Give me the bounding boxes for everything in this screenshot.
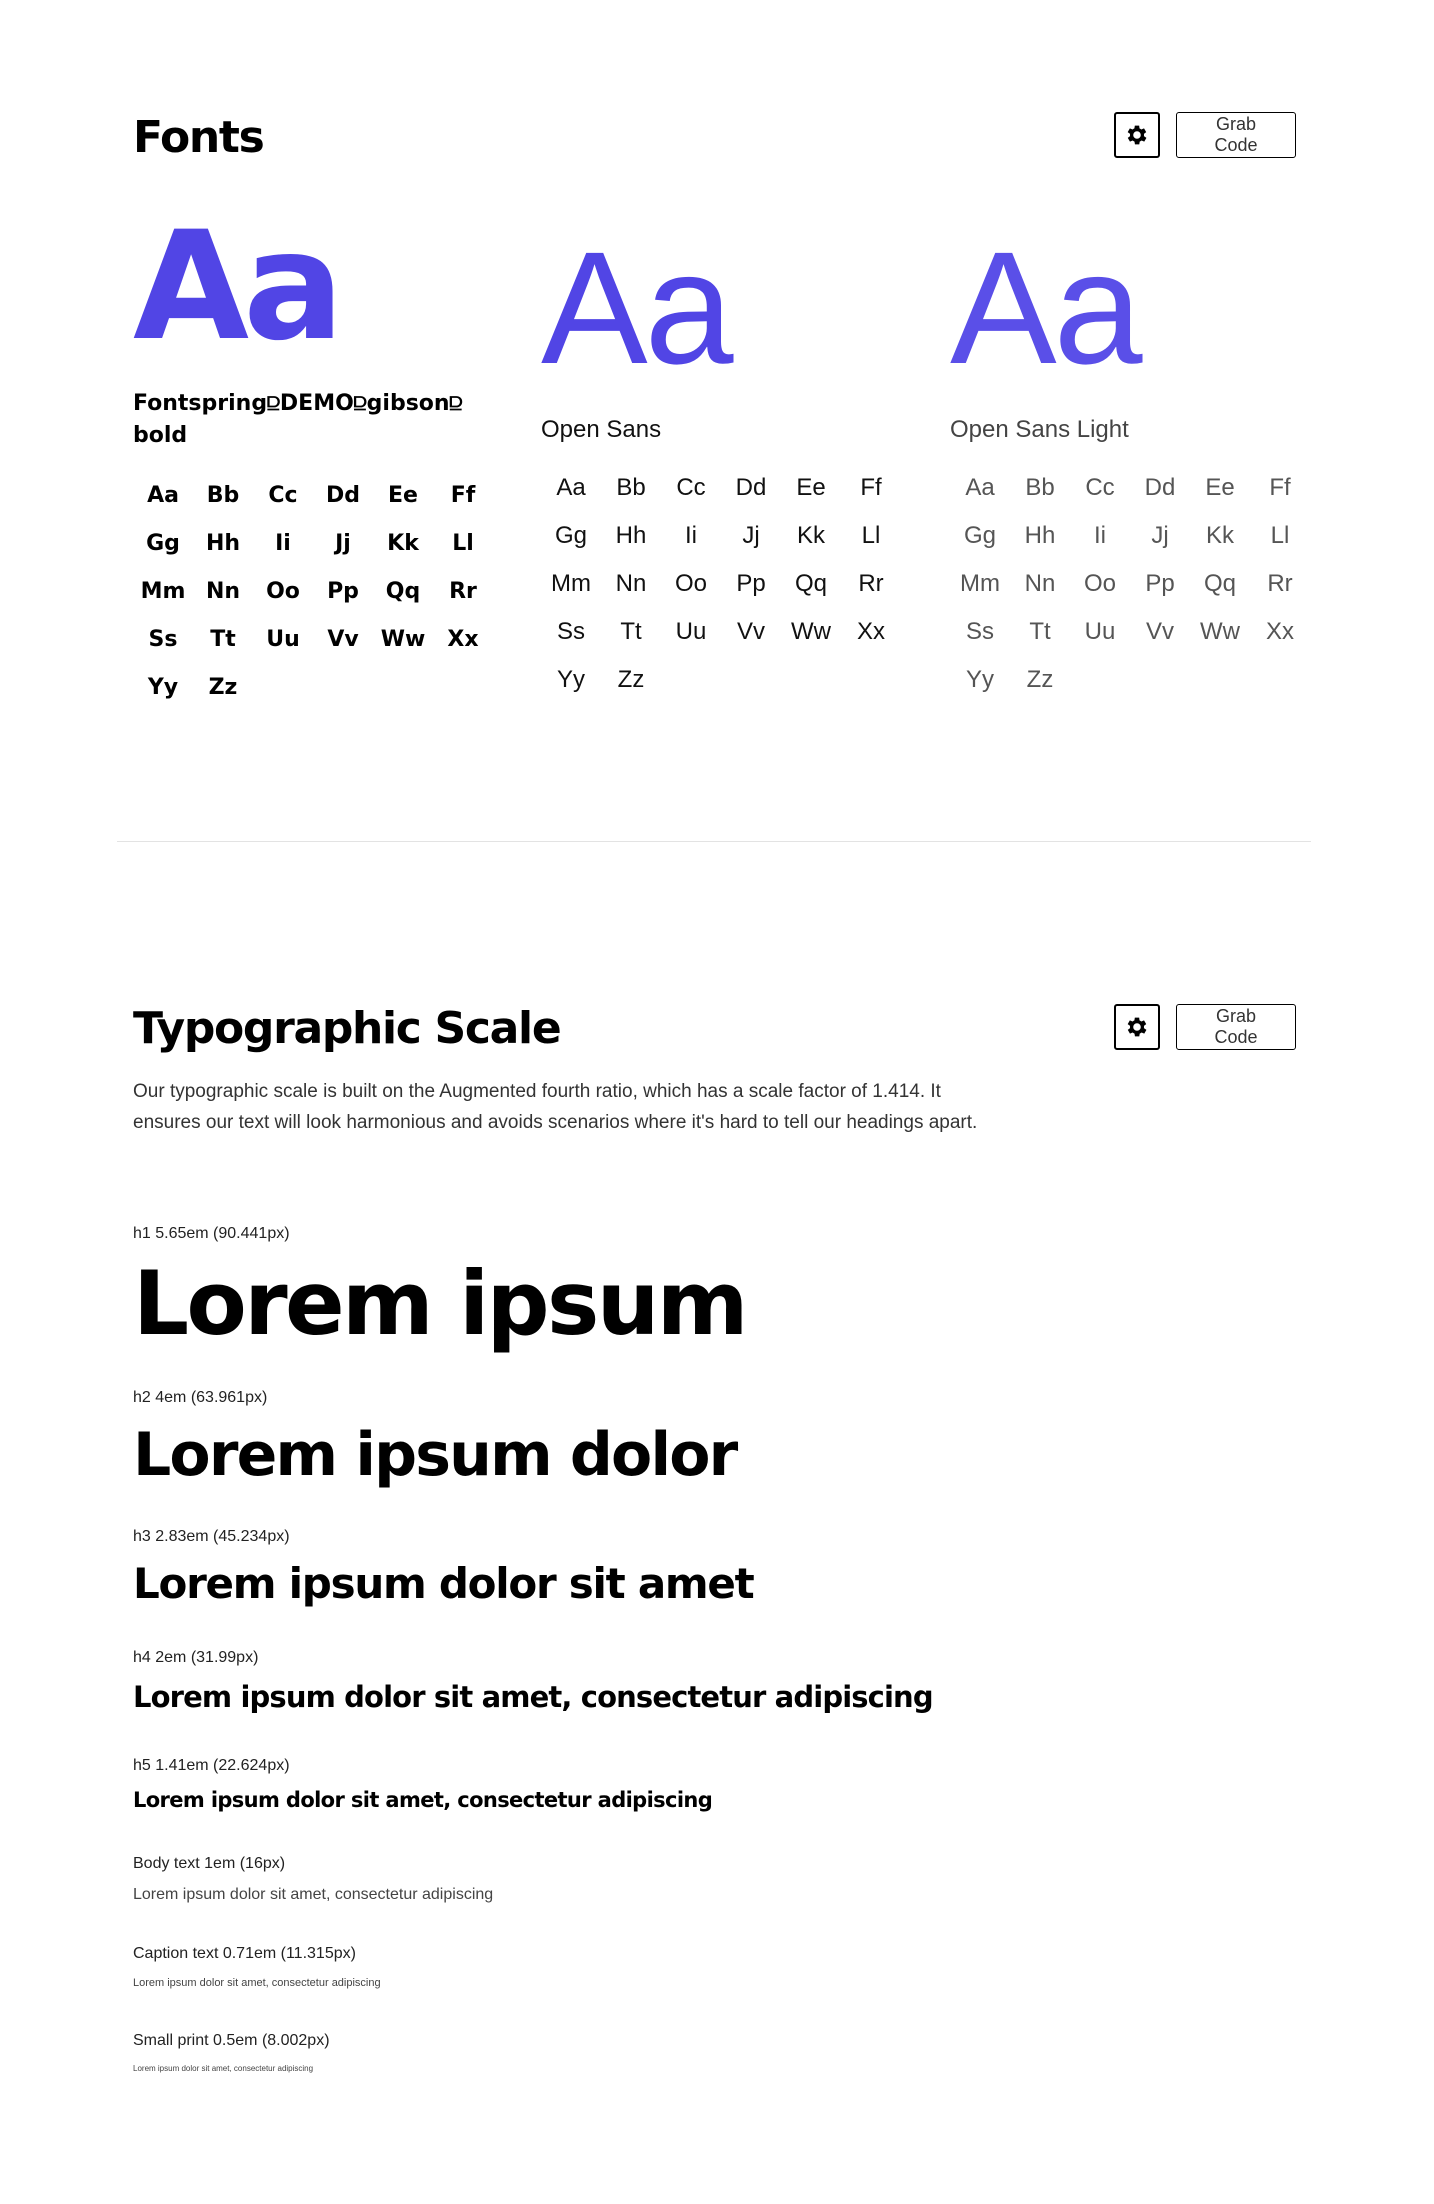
fonts-grab-code-button[interactable]: Grab Code: [1176, 112, 1296, 158]
glyph-pair: Dd: [1144, 474, 1176, 501]
scale-sample-body: Lorem ipsum dolor sit amet, consectetur adipiscing: [133, 1886, 494, 1903]
glyph-pair: Uu: [675, 618, 707, 645]
glyph-pair: Qq: [794, 570, 827, 597]
scale-grab-code-button[interactable]: Grab Code: [1176, 1004, 1296, 1050]
glyph-pair: Kk: [796, 522, 825, 549]
glyph-pair: Bb: [616, 474, 646, 501]
glyph-pair: Jj: [335, 531, 351, 556]
scale-label-h2: h2 4em (63.961px): [133, 1389, 268, 1406]
glyph-pair: Zz: [208, 675, 238, 700]
glyph-pair: Ee: [796, 474, 826, 501]
scale-sample-h5: Lorem ipsum dolor sit amet, consectetur adipiscing: [133, 1788, 713, 1812]
glyph-pair: Oo: [1083, 570, 1116, 597]
scale-sample-h4: Lorem ipsum dolor sit amet, consectetur adipiscing: [133, 1680, 933, 1714]
fonts-title: Fonts: [133, 112, 264, 163]
glyph-pair: Ii: [275, 531, 291, 556]
font-card-open-sans-light: [950, 220, 1310, 704]
glyph-pair: Ss: [965, 618, 994, 645]
scale-sample-caption: Lorem ipsum dolor sit amet, consectetur adipiscing: [133, 1977, 381, 1989]
glyph-pair: Ff: [860, 474, 882, 501]
glyph-pair: Gg: [146, 531, 180, 556]
glyph-grid: [133, 472, 493, 712]
glyph-pair: Ss: [148, 627, 178, 652]
glyph-pair: Ee: [1205, 474, 1235, 501]
scale-sample-h3: Lorem ipsum dolor sit amet: [133, 1559, 754, 1608]
glyph-grid: [950, 464, 1310, 704]
glyph-pair: Qq: [385, 579, 421, 604]
glyph-pair: Dd: [325, 483, 360, 508]
glyph-pair: Cc: [676, 474, 706, 501]
glyph-pair: Nn: [615, 570, 647, 597]
glyph-pair: Dd: [735, 474, 767, 501]
glyph-pair: Gg: [554, 522, 587, 549]
glyph-pair: Hh: [1024, 522, 1056, 549]
glyph-pair: Uu: [266, 627, 300, 652]
gear-icon: [1124, 1014, 1150, 1040]
glyph-pair: Xx: [856, 618, 885, 645]
scale-label-h5: h5 1.41em (22.624px): [133, 1757, 290, 1774]
font-specimen: Aa: [133, 200, 339, 374]
font-card-open-sans: [541, 220, 901, 704]
glyph-pair: Pp: [1145, 570, 1175, 597]
glyph-pair: Mm: [551, 570, 591, 597]
glyph-pair: Yy: [965, 666, 994, 693]
glyph-pair: Nn: [205, 579, 241, 604]
scale-label-h4: h4 2em (31.99px): [133, 1649, 259, 1666]
scale-toolbar: [1114, 1004, 1296, 1050]
glyph-pair: Jj: [1151, 522, 1169, 549]
scale-sample-h1: Lorem ipsum: [133, 1252, 746, 1355]
glyph-pair: Nn: [1024, 570, 1056, 597]
scale-label-body: Body text 1em (16px): [133, 1855, 286, 1872]
glyph-pair: Kk: [387, 531, 419, 556]
font-specimen: Aa: [541, 218, 731, 397]
font-specimen: Aa: [950, 218, 1140, 397]
glyph-pair: Aa: [965, 474, 995, 501]
scale-label-h1: h1 5.65em (90.441px): [133, 1225, 290, 1242]
fonts-settings-button[interactable]: [1114, 112, 1160, 158]
glyph-pair: Hh: [615, 522, 647, 549]
font-name: Fontspring⫒DEMO⫒gibson⫒ bold: [133, 391, 463, 448]
glyph-pair: Ww: [380, 627, 426, 652]
glyph-pair: Ll: [861, 522, 881, 549]
glyph-pair: Pp: [736, 570, 766, 597]
glyph-pair: Xx: [1265, 618, 1294, 645]
glyph-pair: Uu: [1084, 618, 1116, 645]
scale-settings-button[interactable]: [1114, 1004, 1160, 1050]
glyph-pair: Cc: [1085, 474, 1115, 501]
glyph-grid: [541, 464, 901, 704]
glyph-pair: Bb: [206, 483, 240, 508]
glyph-pair: Tt: [620, 618, 642, 645]
glyph-pair: Cc: [268, 483, 298, 508]
glyph-pair: Mm: [140, 579, 186, 604]
glyph-pair: Rr: [1267, 570, 1293, 597]
glyph-pair: Vv: [1145, 618, 1174, 645]
glyph-pair: Oo: [674, 570, 707, 597]
glyph-pair: Ff: [1269, 474, 1291, 501]
scale-intro: Our typographic scale is built on the Augmented fourth ratio, which has a scale factor of 1.414. It ensures our text will look harmonious and avoids scenarios where it's hard to tell our headings apart.: [133, 1081, 978, 1133]
font-name: Open Sans Light: [950, 416, 1129, 443]
glyph-pair: Aa: [556, 474, 586, 501]
glyph-pair: Xx: [447, 627, 479, 652]
scale-sample-small: Lorem ipsum dolor sit amet, consectetur adipiscing: [133, 2064, 314, 2073]
glyph-pair: Zz: [1026, 666, 1054, 693]
glyph-pair: Ii: [685, 522, 697, 549]
scale-label-h3: h3 2.83em (45.234px): [133, 1528, 290, 1545]
glyph-pair: Qq: [1203, 570, 1236, 597]
glyph-pair: Yy: [147, 675, 179, 700]
glyph-pair: Zz: [617, 666, 645, 693]
glyph-pair: Hh: [205, 531, 241, 556]
glyph-pair: Tt: [1029, 618, 1051, 645]
glyph-pair: Aa: [147, 483, 179, 508]
scale-label-small: Small print 0.5em (8.002px): [133, 2032, 330, 2049]
gear-icon: [1124, 122, 1150, 148]
glyph-pair: Rr: [449, 579, 477, 604]
glyph-pair: Mm: [960, 570, 1000, 597]
glyph-pair: Ss: [556, 618, 585, 645]
glyph-pair: Kk: [1205, 522, 1234, 549]
glyph-pair: Ii: [1094, 522, 1106, 549]
font-card-gibson: [133, 200, 493, 712]
glyph-pair: Vv: [736, 618, 765, 645]
section-divider: [117, 841, 1311, 842]
glyph-pair: Ll: [1270, 522, 1290, 549]
glyph-pair: Vv: [327, 627, 359, 652]
glyph-pair: Ww: [1200, 618, 1240, 645]
glyph-pair: Yy: [556, 666, 585, 693]
glyph-pair: Ll: [452, 531, 474, 556]
fonts-toolbar: [1114, 112, 1296, 158]
glyph-pair: Ee: [388, 483, 418, 508]
scale-sample-h2: Lorem ipsum dolor: [133, 1420, 737, 1490]
glyph-pair: Oo: [266, 579, 300, 604]
scale-title: Typographic Scale: [133, 1003, 561, 1054]
glyph-pair: Pp: [327, 579, 359, 604]
glyph-pair: Rr: [858, 570, 884, 597]
font-name: Open Sans: [541, 416, 662, 443]
glyph-pair: Gg: [963, 522, 996, 549]
glyph-pair: Bb: [1025, 474, 1055, 501]
glyph-pair: Ww: [791, 618, 831, 645]
glyph-pair: Tt: [210, 627, 236, 652]
scale-label-caption: Caption text 0.71em (11.315px): [133, 1945, 356, 1962]
glyph-pair: Ff: [450, 483, 476, 508]
glyph-pair: Jj: [742, 522, 760, 549]
